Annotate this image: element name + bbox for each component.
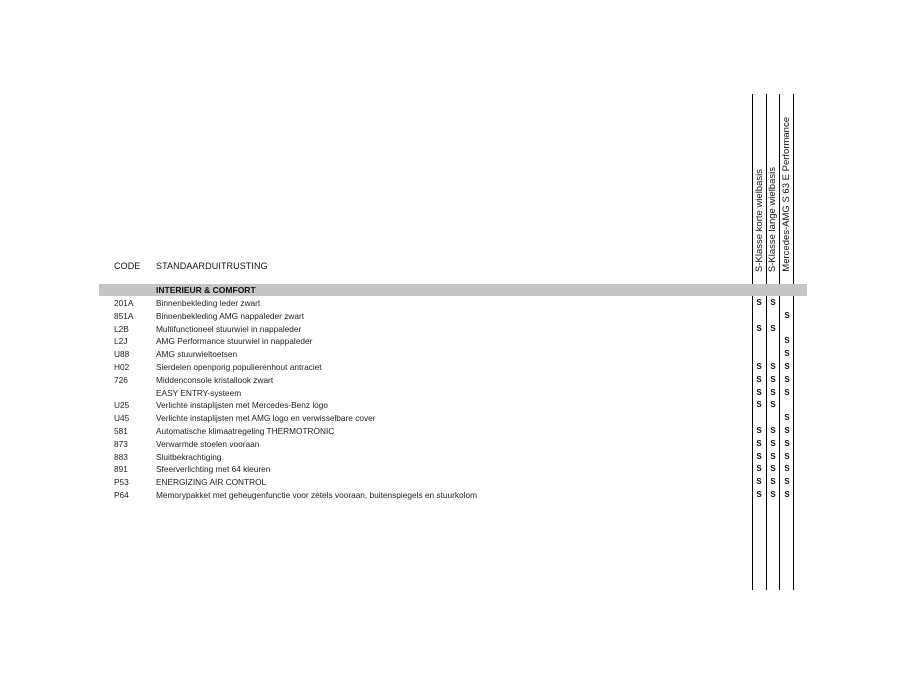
table-row — [0, 425, 906, 438]
table-row — [0, 476, 906, 489]
standard-mark: S — [756, 490, 762, 499]
table-row — [0, 412, 906, 425]
row-code: 726 — [114, 374, 128, 385]
table-row — [0, 387, 906, 400]
row-code: 851A — [114, 310, 134, 321]
table-row — [0, 297, 906, 310]
standard-mark: S — [784, 438, 790, 448]
row-description: Automatische klimaatregeling THERMOTRONIC — [156, 426, 335, 436]
standard-mark: S — [784, 374, 790, 384]
table-row — [0, 335, 906, 348]
row-description: Sfeerverlichting met 64 kleuren — [156, 464, 271, 475]
standard-mark: S — [770, 387, 776, 397]
table-row — [0, 489, 906, 502]
row-code: U88 — [114, 349, 130, 360]
row-description: AMG Performance stuurwiel in nappaleder — [156, 336, 313, 347]
equipment-header: STANDAARDUITRUSTING — [156, 261, 268, 271]
standard-mark: S — [756, 387, 762, 397]
standard-mark: S — [784, 426, 790, 435]
standard-mark: S — [756, 464, 762, 474]
standard-mark: S — [770, 490, 776, 499]
table-row — [0, 310, 906, 323]
table-row — [0, 374, 906, 387]
row-code: U25 — [114, 400, 130, 411]
column-header-short-wheelbase: S-Klasse korte wielbasis — [754, 169, 765, 272]
section-title: INTERIEUR & COMFORT — [156, 285, 256, 295]
standard-mark: S — [756, 451, 762, 461]
row-description: Middenconsole kristallook zwart — [156, 374, 274, 385]
standard-mark: S — [756, 323, 762, 333]
row-description: Binnenbekleding leder zwart — [156, 298, 261, 308]
standard-mark: S — [770, 362, 776, 371]
standard-mark: S — [770, 438, 776, 448]
table-row — [0, 399, 906, 412]
row-description: Binnenbekleding AMG nappaleder zwart — [156, 310, 305, 321]
standard-mark: S — [770, 477, 776, 487]
code-header: CODE — [114, 261, 141, 271]
standard-mark: S — [784, 310, 790, 320]
row-code: U45 — [114, 413, 130, 424]
standard-mark: S — [756, 426, 762, 435]
row-description: Multifunctioneel stuurwiel in nappaleder — [156, 323, 302, 334]
row-code: 891 — [114, 464, 128, 475]
standard-mark: S — [756, 400, 762, 410]
standard-mark: S — [756, 362, 762, 371]
table-row — [0, 463, 906, 476]
row-description: EASY ENTRY-systeem — [156, 387, 242, 398]
row-code: 873 — [114, 438, 128, 449]
row-code: L2J — [114, 336, 128, 347]
table-row — [0, 438, 906, 451]
standard-mark: S — [756, 438, 762, 448]
row-code: 883 — [114, 451, 128, 462]
standard-mark: S — [784, 387, 790, 397]
table-row — [0, 323, 906, 336]
standard-mark: S — [784, 349, 790, 359]
standard-mark: S — [784, 490, 790, 499]
standard-mark: S — [770, 451, 776, 461]
table-row — [0, 361, 906, 374]
row-code: L2B — [114, 323, 129, 334]
row-code: H02 — [114, 362, 130, 372]
standard-mark: S — [784, 451, 790, 461]
standard-mark: S — [784, 464, 790, 474]
row-description: AMG stuurwieltoetsen — [156, 349, 238, 360]
row-code: 201A — [114, 298, 134, 308]
standard-mark: S — [756, 374, 762, 384]
row-code: P53 — [114, 477, 129, 488]
standard-mark: S — [784, 336, 790, 346]
row-description: Verlichte instaplijsten met AMG logo en verwisselbare cover — [156, 413, 376, 424]
standard-mark: S — [770, 374, 776, 384]
column-header-long-wheelbase: S-Klasse lange wielbasis — [767, 166, 778, 272]
standard-mark: S — [784, 413, 790, 423]
row-description: Memorypakket met geheugenfunctie voor zetels vooraan, buitenspiegels en stuurkolom — [156, 490, 477, 500]
standard-mark: S — [770, 298, 776, 307]
standard-mark: S — [770, 426, 776, 435]
row-code: P64 — [114, 490, 129, 500]
standard-mark: S — [770, 464, 776, 474]
standard-mark: S — [784, 477, 790, 487]
standard-mark: S — [756, 298, 762, 307]
column-header-amg-s63: Mercedes-AMG S 63 E Performance — [781, 117, 792, 272]
row-description: Verwarmde stoelen vooraan — [156, 438, 260, 449]
row-description: Sluitbekrachtiging — [156, 451, 222, 462]
row-description: Sierdelen openporig populierenhout antraciet — [156, 362, 322, 372]
row-description: Verlichte instaplijsten met Mercedes-Benz logo — [156, 400, 329, 411]
row-code: 581 — [114, 426, 128, 436]
standard-mark: S — [784, 362, 790, 371]
standard-mark: S — [770, 323, 776, 333]
standard-mark: S — [756, 477, 762, 487]
table-row — [0, 348, 906, 361]
row-description: ENERGIZING AIR CONTROL — [156, 477, 267, 488]
table-row — [0, 451, 906, 464]
standard-mark: S — [770, 400, 776, 410]
